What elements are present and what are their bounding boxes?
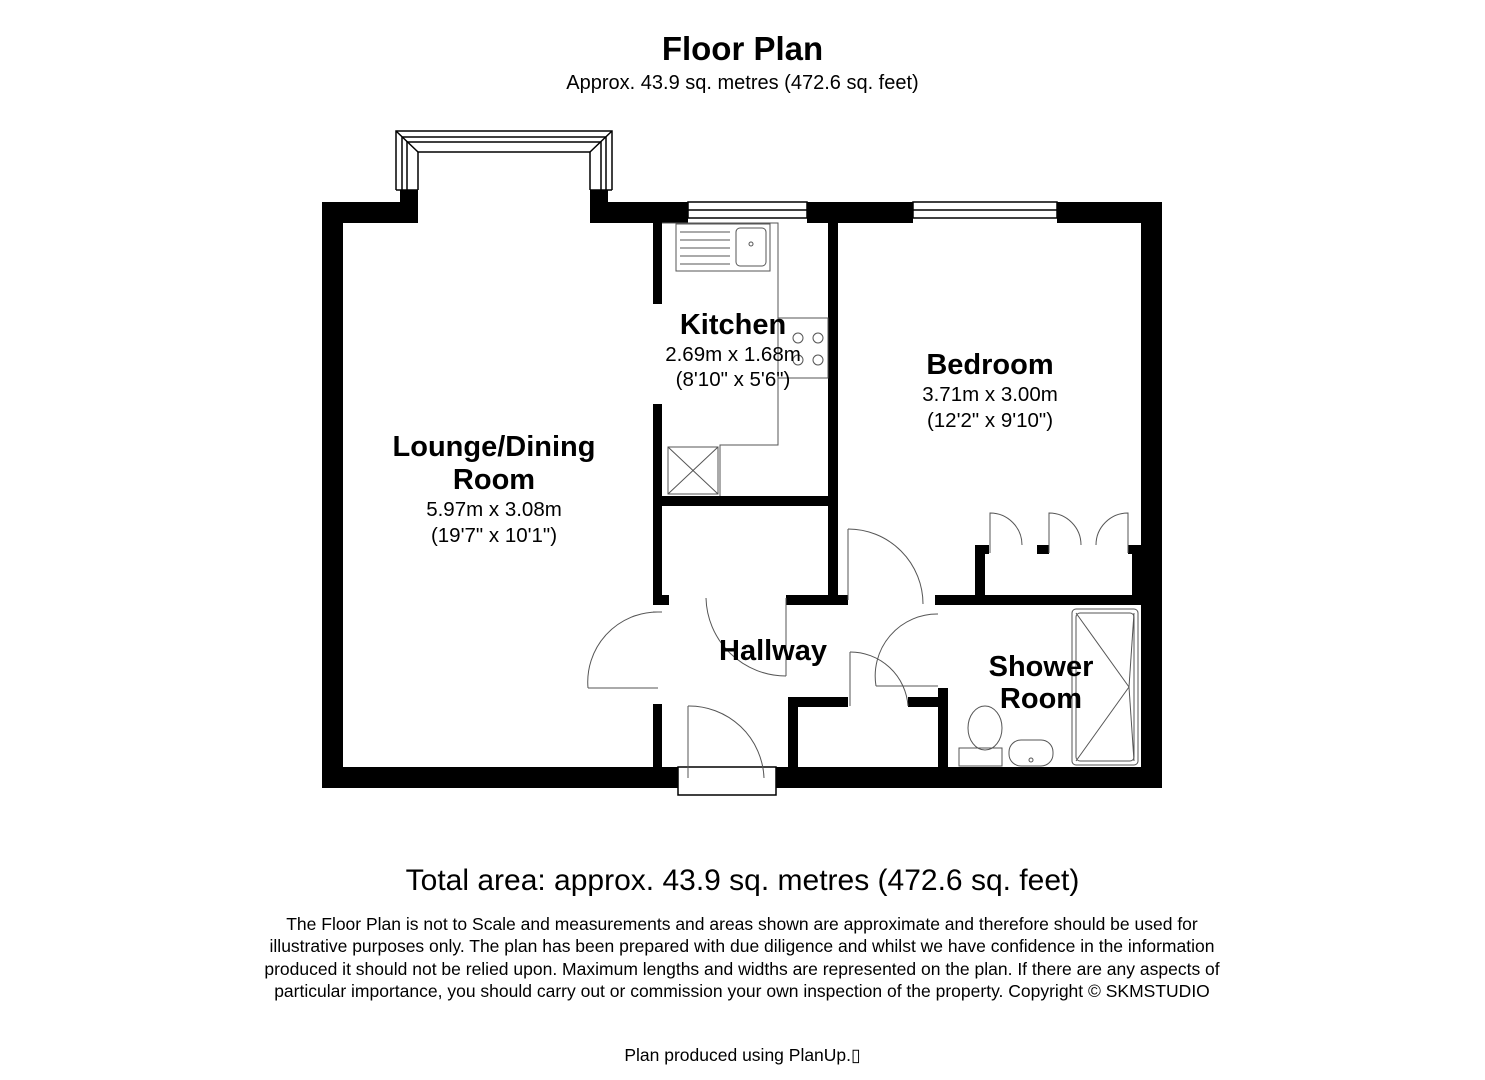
plan-title: Floor Plan bbox=[661, 30, 824, 67]
room-lounge bbox=[393, 431, 596, 547]
room-bedroom bbox=[922, 349, 1058, 432]
disclaimer-text: The Floor Plan is not to Scale and measurements and areas shown are approximate and therefore should be used for illustrative purposes only. The plan has been prepared with due diligence and whilst we have confidence in the information produced it should not be relied upon. Maximum lengths and widths are represented on the plan. If there are any aspects of particular importance, you should carry out or commission your own inspection of the property. Copyright © SKMSTUDIO bbox=[264, 914, 1220, 1001]
kitchen-name: Kitchen bbox=[679, 309, 787, 341]
shower-name-line2: Room bbox=[999, 683, 1083, 715]
lounge-name-line1: Lounge/Dining bbox=[392, 431, 596, 463]
room-hallway bbox=[719, 635, 827, 667]
hallway-name: Hallway bbox=[719, 635, 827, 667]
lounge-name-line2: Room bbox=[452, 464, 536, 496]
lounge-metric: 5.97m x 3.08m bbox=[426, 498, 562, 521]
bedroom-metric: 3.71m x 3.00m bbox=[922, 383, 1058, 406]
kitchen-metric: 2.69m x 1.68m bbox=[665, 343, 801, 366]
lounge-imperial: (19'7" x 10'1") bbox=[430, 524, 558, 547]
bay-window bbox=[396, 131, 612, 190]
produced-by-credit: Plan produced using PlanUp.▯ bbox=[624, 1045, 861, 1065]
bedroom-name: Bedroom bbox=[926, 349, 1054, 381]
shower-name-line1: Shower bbox=[988, 651, 1094, 683]
room-shower bbox=[989, 651, 1094, 715]
plan-subtitle: Approx. 43.9 sq. metres (472.6 sq. feet) bbox=[566, 72, 919, 94]
room-kitchen bbox=[665, 309, 801, 391]
bedroom-imperial: (12'2" x 9'10") bbox=[926, 409, 1054, 432]
kitchen-imperial: (8'10" x 5'6") bbox=[675, 368, 791, 391]
total-area: Total area: approx. 43.9 sq. metres (472.6 sq. feet) bbox=[405, 864, 1080, 897]
